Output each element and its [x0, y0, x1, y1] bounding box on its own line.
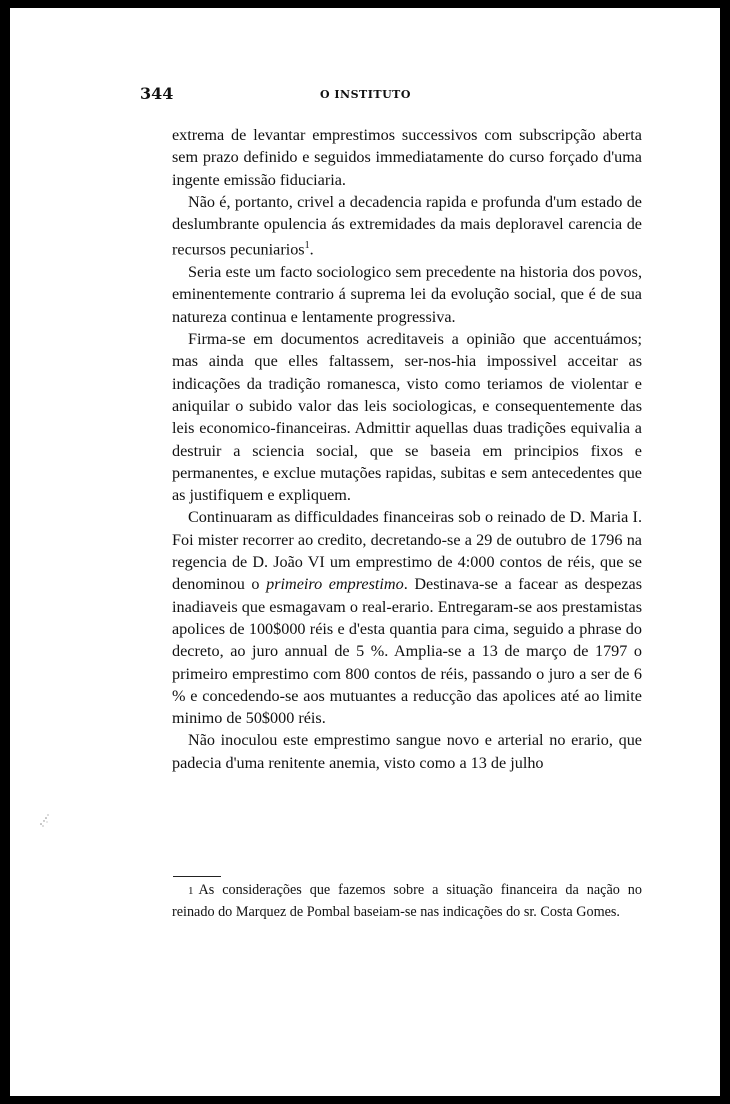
footnote — [172, 880, 642, 922]
footnote-reference: 1 — [304, 240, 310, 252]
footnote-text: As considerações que fazemos sobre a situação financeira da nação no reinado do Marquez de Pombal baseiam-se nas indicações do sr. Costa Gomes. — [172, 882, 642, 920]
footnote-marker: 1 — [188, 885, 194, 897]
page-number: 344 — [140, 84, 174, 103]
paragraph-5-text: Continuaram as difficuldades financeiras sob o reinado de D. Maria I. Foi mister recorrer ao credito, decretando-se a 29 de outubro de 1796 na regencia de D. João VI um emprestimo de 4:000 contos de réis, que se denominou o — [172, 508, 642, 594]
running-title: O INSTITUTO — [320, 88, 411, 101]
paper-speck-mark — [38, 812, 52, 828]
paragraph-2-text: Não é, portanto, crivel a decadencia rapida e profunda d'um estado de deslumbrante opulencia ás extremidades da mais deploravel carencia de recursos pecuniarios — [172, 192, 642, 259]
paragraph-5-rest: Destinava-se a facear as despezas inadiaveis que esmagavam o real-erario. Entregaram-se aos prestamistas apolices de 100$000 réis e d'esta quantia para cima, seguido a phrase do decreto, ao juro annual de 5 %. Amplia-se a 13 de março de 1797 o primeiro emprestimo com 800 contos de réis, passando o juro a ser de 6 % e concedendo-se aos mutuantes a reducção das apolices até ao limite minimo de 50$000 réis. — [172, 575, 642, 728]
paragraph-6: Não inoculou este emprestimo sangue novo e arterial no erario, que padecia d'uma renitente anemia, visto como a 13 de julho — [172, 731, 642, 772]
paragraph-3: Seria este um facto sociologico sem precedente na historia dos povos, eminentemente contrario á suprema lei da evolução social, que é de sua natureza continua e lentamente progressiva. — [172, 263, 642, 326]
running-head — [130, 82, 610, 112]
italic-term: primeiro emprestimo — [266, 575, 404, 594]
body-text — [172, 124, 642, 774]
footnote-rule — [173, 876, 221, 877]
paragraph-4: Firma-se em documentos acreditaveis a opinião que accentuámos; mas ainda que elles faltassem, ser-nos-hia impossivel acceitar as indicações da tradição romanesca, visto como teriamos de violentar e aniquilar o subido valor das leis sociologicas, e consequentemente das leis economico-financeiras. Admittir aquellas duas tradições equivalia a destruir a sciencia social, que se baseia em principios fixos e permanentes, e exclue mutações rapidas, subitas e sem antecedentes que as justifiquem e expliquem. — [172, 330, 642, 505]
paragraph-5: Continuaram as difficuldades financeiras sob o reinado de D. Maria I. Foi mister recorrer ao credito, decretando-se a 29 de outubro de 1796 na regencia de D. João VI um emprestimo de 4:000 contos de réis, que se denominou o primeiro emprestimo. Destinava-se a facear as despezas inadiaveis que esmagavam o real-erario. Entregaram-se aos prestamistas apolices de 100$000 réis e d'esta quantia para cima, seguido a phrase do decreto, ao juro annual de 5 %. Amplia-se a 13 de março de 1797 o primeiro emprestimo com 800 contos de réis, passando o juro a ser de 6 % e concedendo-se aos mutuantes a reducção das apolices até ao limite minimo de 50$000 réis. — [172, 508, 642, 728]
paragraph-2: Não é, portanto, crivel a decadencia rapida e profunda d'um estado de deslumbrante opulencia ás extremidades da mais deploravel carencia de recursos pecuniarios$^1$. — [172, 192, 642, 259]
paragraph-1: extrema de levantar emprestimos successivos com subscripção aberta sem prazo definido e seguidos immediatamente do curso forçado d'uma ingente emissão fiduciaria. — [172, 126, 642, 189]
